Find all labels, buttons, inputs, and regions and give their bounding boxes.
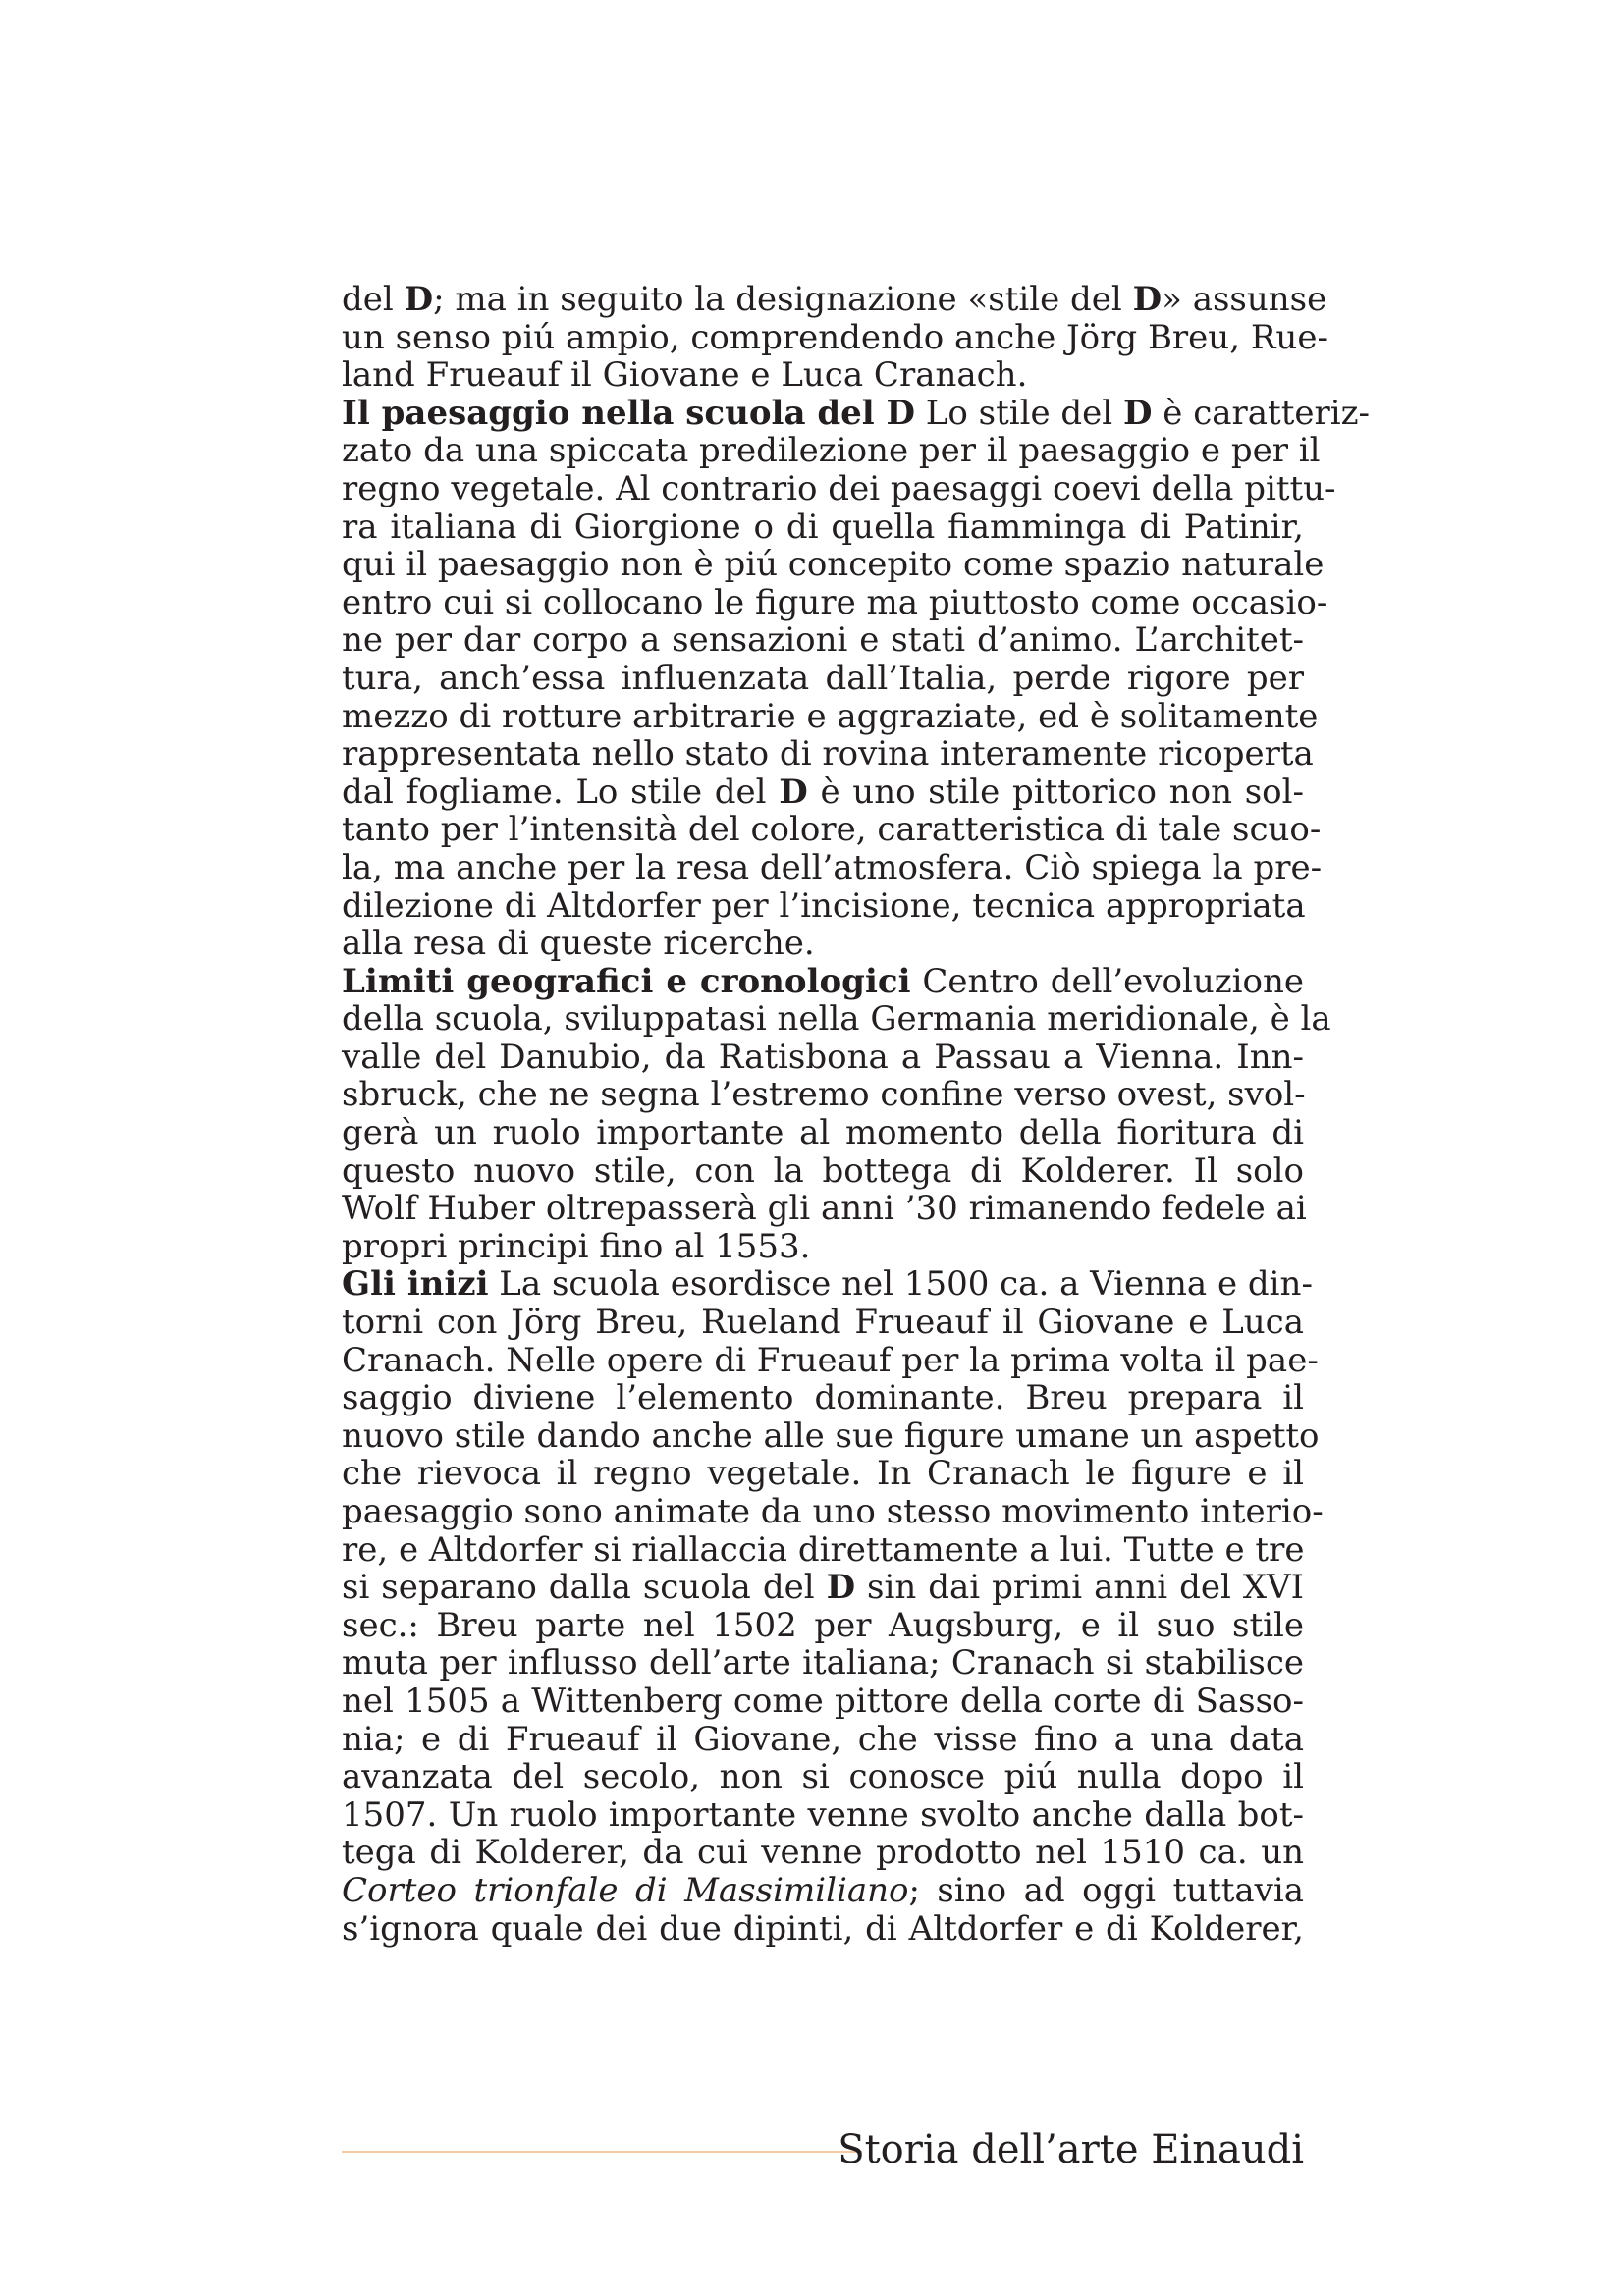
text-line	[342, 1189, 1307, 1229]
text-segment: è uno stile pittorico non sol-	[807, 772, 1304, 812]
text-line	[342, 1228, 1304, 1266]
text-line	[342, 734, 1314, 774]
text-segment: Lo stile del	[914, 393, 1123, 433]
footer-title: Storia dell’arte Einaudi	[838, 2127, 1304, 2172]
text-line	[342, 1152, 1304, 1191]
text-segment: valle del Danubio, da Ratisbona a Passau a Vienna. Inn-	[342, 1037, 1304, 1077]
text-line	[342, 1264, 1313, 1305]
text-segment: sbruck, che ne segna l’estremo confine verso ovest, svol-	[342, 1075, 1306, 1115]
bold-text: Gli inizi	[342, 1264, 489, 1305]
text-line	[342, 317, 1328, 357]
text-segment: tega di Kolderer, da cui venne prodotto nel 1510 ca. un	[342, 1833, 1304, 1873]
text-segment: sec.: Breu parte nel 1502 per Augsburg, e il suo stile	[342, 1605, 1304, 1645]
text-segment: sin dai primi anni del XVI	[855, 1568, 1305, 1608]
text-line	[342, 621, 1304, 660]
bold-text: Il paesaggio nella scuola del D	[342, 393, 915, 433]
text-segment: torni con Jörg Breu, Rueland Frueauf il Giovane e Luca	[342, 1303, 1304, 1343]
bold-text: Limiti geografici e cronologici	[342, 961, 911, 1001]
text-line	[342, 1607, 1304, 1645]
text-line	[342, 887, 1304, 926]
text-line	[342, 1721, 1304, 1759]
text-segment: ra italiana di Giorgione o di quella fiamminga di Patinir,	[342, 507, 1304, 547]
text-segment: che rievoca il regno vegetale. In Cranach le figure e il	[342, 1454, 1304, 1494]
text-line	[342, 393, 1371, 433]
text-line	[342, 582, 1328, 622]
text-line	[342, 696, 1319, 736]
text-segment: tanto per l’intensità del colore, caratteristica di tale scuo-	[342, 810, 1322, 850]
text-line	[342, 508, 1304, 547]
text-segment: qui il paesaggio non è piú concepito come spazio naturale	[342, 545, 1325, 585]
text-line	[342, 847, 1323, 887]
text-line	[342, 1834, 1304, 1872]
page-footer	[342, 2120, 1304, 2179]
text-segment: s’ignora quale dei due dipinti, di Altdorfer e di Kolderer,	[342, 1908, 1304, 1949]
text-line	[342, 660, 1304, 698]
text-segment: land Frueauf il Giovane e Luca Cranach.	[342, 355, 1028, 396]
text-line	[342, 280, 1327, 319]
text-segment: propri principi fino al 1553.	[342, 1226, 811, 1266]
text-line	[342, 1872, 1304, 1910]
text-segment: Cranach. Nelle opere di Frueauf per la prima volta il pae-	[342, 1340, 1319, 1380]
text-line	[342, 1114, 1304, 1152]
text-segment: tura, anch’essa influenzata dall’Italia, perde rigore per	[342, 658, 1304, 698]
text-line	[342, 1415, 1320, 1456]
text-segment: rappresentata nello stato di rovina interamente ricoperta	[342, 734, 1314, 774]
bold-text: D	[1132, 280, 1163, 319]
text-segment: alla resa di queste ricerche.	[342, 924, 815, 964]
text-line	[342, 963, 1304, 1001]
text-segment: del	[342, 280, 405, 319]
footer-rule	[342, 2151, 862, 2153]
text-segment: è caratteriz-	[1152, 393, 1371, 433]
text-line	[342, 925, 1304, 963]
text-line	[342, 1531, 1304, 1570]
text-line	[342, 1304, 1304, 1342]
bold-text: D	[826, 1568, 856, 1608]
text-segment: dilezione di Altdorfer per l’incisione, tecnica appropriata	[342, 885, 1306, 926]
text-line	[342, 774, 1304, 812]
text-line	[342, 356, 1304, 395]
text-line	[342, 1076, 1304, 1114]
text-segment: paesaggio sono animate da uno stesso movimento interio-	[342, 1492, 1324, 1531]
text-segment: la, ma anche per la resa dell’atmosfera. Ciò spiega la pre-	[342, 847, 1323, 887]
bold-text: D	[1123, 393, 1153, 433]
text-line	[342, 1492, 1324, 1531]
text-line	[342, 545, 1325, 585]
text-line	[342, 1910, 1304, 1949]
text-segment: si separano dalla scuola del	[342, 1568, 827, 1608]
text-line	[342, 431, 1321, 471]
text-segment: entro cui si collocano le figure ma piuttosto come occasio-	[342, 582, 1328, 622]
text-segment: saggio diviene l’elemento dominante. Breu prepara il	[342, 1378, 1304, 1418]
page-body	[342, 280, 1371, 1949]
text-segment: muta per influsso dell’arte italiana; Cranach si stabilisce	[342, 1643, 1304, 1683]
text-segment: gerà un ruolo importante al momento della fioritura di	[342, 1113, 1304, 1153]
text-line	[342, 468, 1336, 508]
text-line	[342, 999, 1331, 1040]
text-segment: » assunse	[1162, 280, 1327, 319]
text-segment: La scuola esordisce nel 1500 ca. a Vienna e din-	[488, 1264, 1313, 1305]
text-line	[342, 1455, 1304, 1493]
italic-text: Corteo trionfale di Massimiliano	[342, 1870, 909, 1910]
text-segment: un senso piú ampio, comprendendo anche Jörg Breu, Rue-	[342, 317, 1328, 357]
text-segment: zato da una spiccata predilezione per il paesaggio e per il	[342, 431, 1321, 471]
text-segment: nia; e di Frueauf il Giovane, che visse fino a una data	[342, 1719, 1304, 1759]
text-line	[342, 1039, 1304, 1077]
text-line	[342, 1340, 1319, 1380]
text-segment: ; ma in seguito la designazione «stile del	[433, 280, 1133, 319]
text-line	[342, 1682, 1304, 1721]
text-segment: re, e Altdorfer si riallaccia direttamente a lui. Tutte e tre	[342, 1529, 1305, 1570]
text-line	[342, 1644, 1304, 1682]
text-segment: questo nuovo stile, con la bottega di Kolderer. Il solo	[342, 1150, 1304, 1191]
text-segment: nuovo stile dando anche alle sue figure umane un aspetto	[342, 1415, 1320, 1456]
text-segment: nel 1505 a Wittenberg come pittore della corte di Sasso-	[342, 1681, 1304, 1721]
text-line	[342, 1758, 1304, 1796]
text-segment: Centro dell’evoluzione	[910, 961, 1304, 1001]
text-segment: avanzata del secolo, non si conosce piú nulla dopo il	[342, 1757, 1304, 1797]
text-segment: regno vegetale. Al contrario dei paesaggi coevi della pittu-	[342, 468, 1336, 508]
text-line	[342, 1379, 1304, 1417]
text-segment: della scuola, sviluppatasi nella Germania meridionale, è la	[342, 999, 1331, 1040]
text-segment: dal fogliame. Lo stile del	[342, 772, 780, 812]
text-line	[342, 1569, 1304, 1607]
text-segment: mezzo di rotture arbitrarie e aggraziate, ed è solitamente	[342, 696, 1319, 736]
text-segment: Wolf Huber oltrepasserà gli anni ’30 rimanendo fedele ai	[342, 1189, 1307, 1229]
text-segment: ne per dar corpo a sensazioni e stati d’animo. L’architet-	[342, 620, 1304, 661]
text-segment: ; sino ad oggi tuttavia	[908, 1870, 1304, 1910]
text-line	[342, 810, 1322, 850]
text-segment: 1507. Un ruolo importante venne svolto anche dalla bot-	[342, 1794, 1304, 1835]
text-line	[342, 1796, 1304, 1835]
bold-text: D	[779, 772, 808, 812]
bold-text: D	[404, 280, 434, 319]
